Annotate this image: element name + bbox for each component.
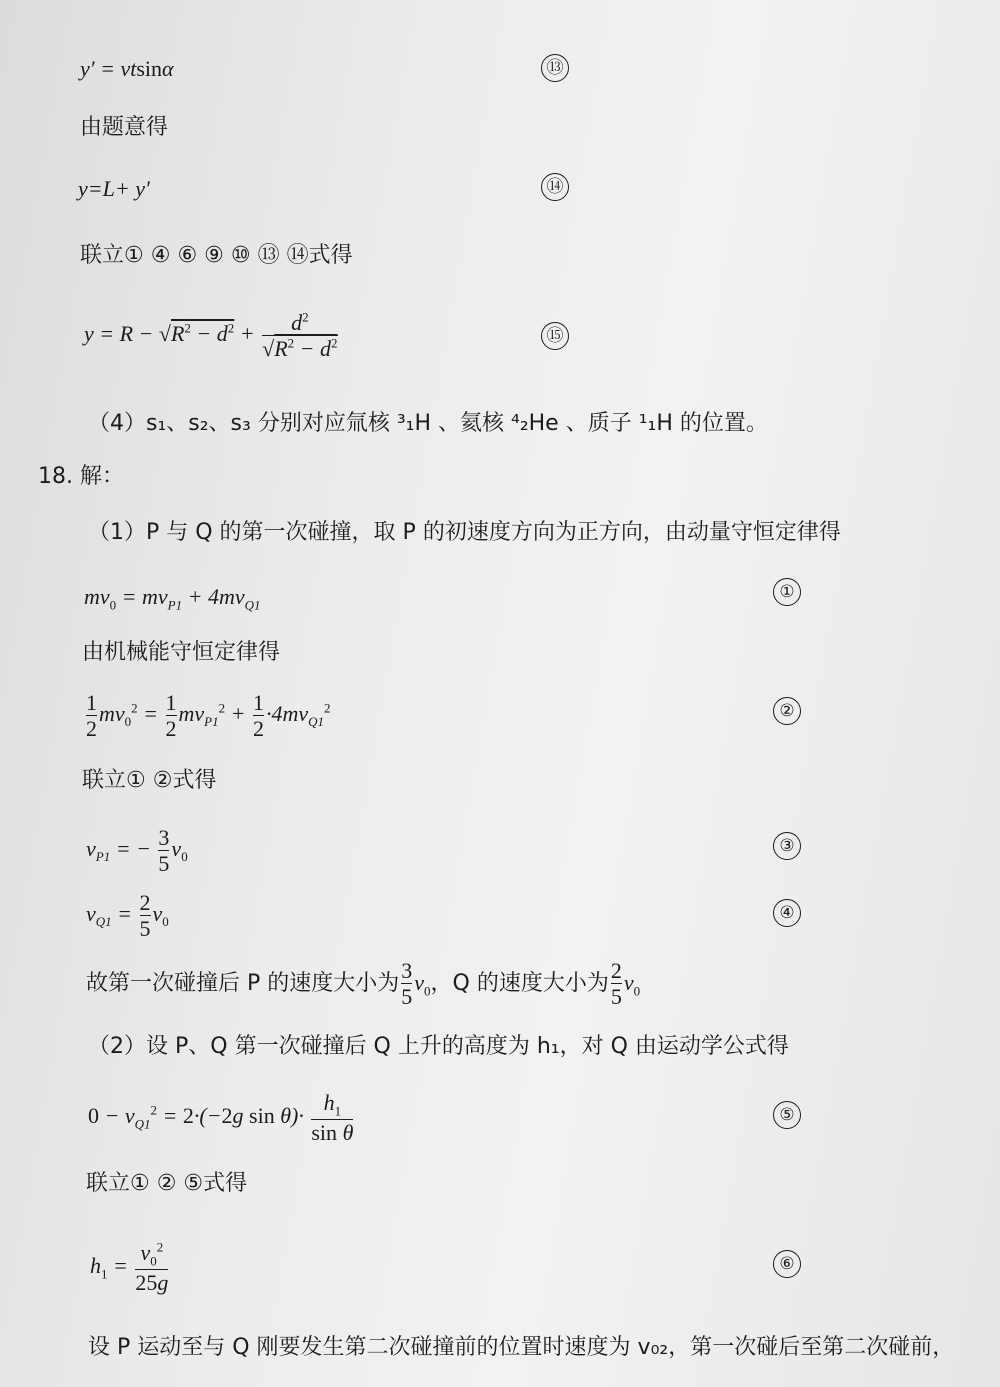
equation-3: $v_{P1}$ = − $\frac{3}{5}$ $v_0$: [86, 825, 188, 877]
question-18-heading: 18. 解：: [38, 464, 124, 489]
derive-intro: 由题意得: [80, 115, 169, 140]
equation-5: $0 - v_{Q1}^2 = 2\cdot(-2g$ sin θ)· $\frac{h_1}{\text{sin θ}}$: [88, 1090, 354, 1146]
equation-6: $h_1$ = $\frac{v_0^2}{25g}$: [90, 1239, 169, 1296]
eq-number-13: ⑬: [541, 54, 569, 82]
eq-number-1: ①: [773, 578, 801, 606]
equation-1: $mv_0 = mv_{P1} + 4mv_{Q1}$: [84, 584, 261, 613]
energy-text: 由机械能守恒定律得: [82, 640, 281, 665]
equation-15: $y = R - √R^2 - d^2$ + $\frac{d^2}{√R^2 - d^2}$: [84, 309, 338, 362]
eq-number-6: ⑥: [773, 1250, 801, 1278]
eq-number-15: ⑮: [541, 322, 569, 350]
eq-number-3: ③: [773, 832, 801, 860]
eq-number-5: ⑤: [773, 1101, 801, 1129]
combine-line-1: 联立① ④ ⑥ ⑨ ⑩ ⑬ ⑭式得: [80, 243, 353, 268]
part-2-text: （2）设 P、Q 第一次碰撞后 Q 上升的高度为 h₁，对 Q 由运动学公式得: [88, 1034, 789, 1059]
equation-14: y=L+ y′: [78, 176, 150, 201]
final-line: 设 P 运动至与 Q 刚要发生第二次碰撞前的位置时速度为 v₀₂，第一次碰后至第二次碰前，: [88, 1335, 955, 1360]
equation-13: y′ = vtsinα: [80, 56, 174, 81]
eq-number-14: ⑭: [541, 173, 569, 201]
eq-number-2: ②: [773, 697, 801, 725]
equation-2: $\frac{1}{2}$ $mv_0^2$ = $\frac{1}{2}$ $mv_{P1}^2$ + $\frac{1}{2}$ $\cdot 4mv_{Q1}^2$: [86, 690, 331, 742]
eq-number-4: ④: [773, 899, 801, 927]
equation-4: $v_{Q1}$ = $\frac{2}{5}$ $v_0$: [86, 890, 169, 942]
conclusion-1: 故第一次碰撞后 P 的速度大小为 $\frac{3}{5}$ $v_0$，Q 的速度大小为 $\frac{2}{5}$ $v_0$: [86, 958, 641, 1010]
part-4-text: （4）s₁、s₂、s₃ 分别对应氚核 ³₁H 、氦核 ⁴₂He 、质子 ¹₁H 的位置。: [88, 411, 768, 436]
combine-line-3: 联立① ② ⑤式得: [86, 1171, 248, 1196]
part-1-text: （1）P 与 Q 的第一次碰撞，取 P 的初速度方向为正方向，由动量守恒定律得: [88, 520, 841, 545]
combine-line-2: 联立① ②式得: [82, 768, 217, 793]
